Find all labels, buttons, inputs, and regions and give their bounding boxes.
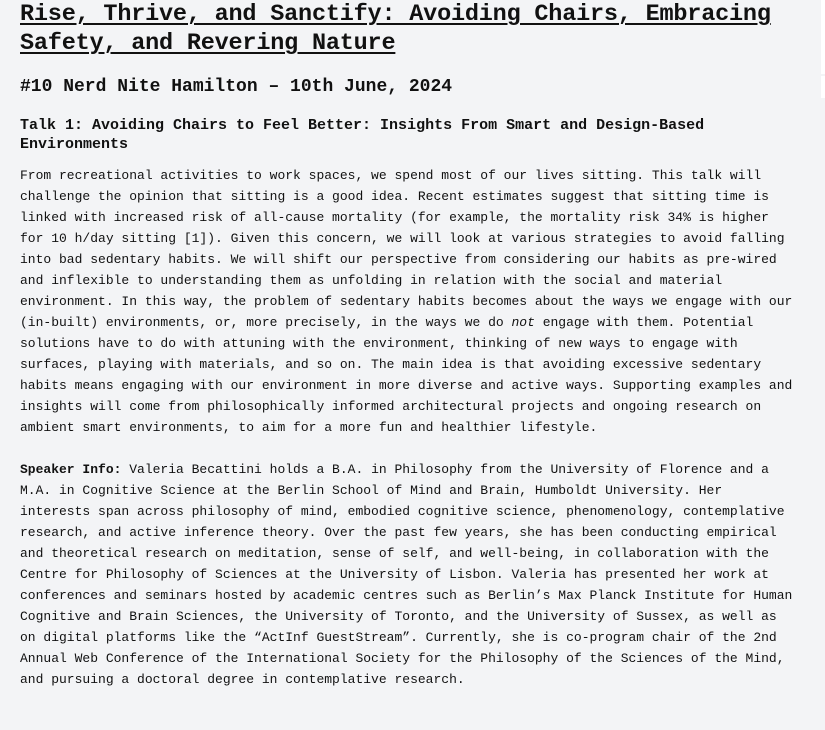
speaker-info bbox=[20, 459, 800, 690]
abstract-text-2: engage with them. Potential solutions have to do with attuning with the environment, thinking of new ways to engage with surfaces, playing with materials, and so on. The main idea is that avoiding excessive sedentary habits means engaging with our environment in more diverse and active ways. Supporting examples and insights will come from philosophically informed architectural projects and ongoing research on ambient smart environments, to aim for a more fun and healthier lifestyle. bbox=[20, 315, 793, 435]
abstract-text-1: From recreational activities to work spaces, we spend most of our lives sitting. This talk will challenge the opinion that sitting is a good idea. Recent estimates suggest that sitting time is linked with increased risk of all-cause mortality (for example, the mortality risk 34% is higher for 10 h/day sitting [1]). Given this concern, we will look at various strategies to avoid falling into bad sedentary habits. We will shift our perspective from considering our habits as pre-wired and inflexible to understanding them as unfolding in relation with the social and material environment. In this way, the problem of sedentary habits becomes about the ways we engage with our (in-built) environments, or, more precisely, in the ways we do bbox=[20, 168, 793, 330]
talk-abstract bbox=[20, 165, 800, 438]
scrollbar-track-lower[interactable] bbox=[821, 76, 825, 98]
speaker-bio: Valeria Becattini holds a B.A. in Philosophy from the University of Florence and a M.A. in Cognitive Science at the Berlin School of Mind and Brain, Humboldt University. Her interests span across philosophy of mind, embodied cognitive science, phenomenology, contemplative research, and active inference theory. Over the past few years, she has been conducting empirical and theoretical research on meditation, sense of self, and well-being, in collaboration with the Centre for Philosophy of Sciences at the University of Lisbon. Valeria has presented her work at conferences and seminars hosted by academic centres such as Berlin’s Max Planck Institute for Human Cognitive and Brain Sciences, the University of Toronto, and the University of Sussex, as well as on digital platforms like the “ActInf GuestStream”. Currently, she is co-program chair of the 2nd Annual Web Conference of the International Society for the Philosophy of the Sciences of the Mind, and pursuing a doctoral degree in contemplative research. bbox=[20, 462, 793, 687]
article bbox=[20, 0, 800, 690]
speaker-label: Speaker Info: bbox=[20, 462, 122, 477]
event-heading: #10 Nerd Nite Hamilton – 10th June, 2024 bbox=[20, 77, 453, 97]
scrollbar-track[interactable] bbox=[821, 0, 825, 74]
abstract-emphasis: not bbox=[511, 315, 535, 330]
page-title: Rise, Thrive, and Sanctify: Avoiding Chairs, Embracing Safety, and Revering Nature bbox=[20, 1, 771, 57]
talk-title: Talk 1: Avoiding Chairs to Feel Better: Insights From Smart and Design-Based Environments bbox=[20, 117, 705, 153]
